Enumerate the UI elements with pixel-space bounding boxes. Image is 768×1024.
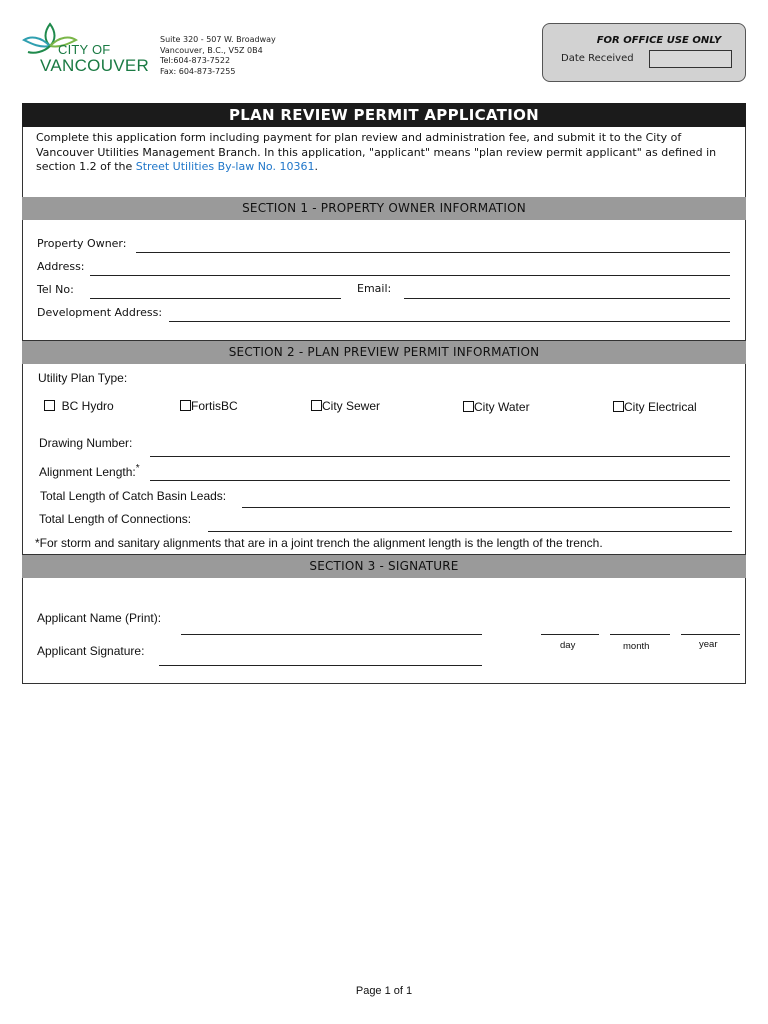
checkbox-box[interactable]: [613, 401, 624, 412]
address-line: Tel:604-873-7522: [160, 56, 231, 65]
bylaw-link[interactable]: Street Utilities By-law No. 10361: [135, 160, 315, 173]
day-field[interactable]: [541, 634, 599, 635]
development-address-field[interactable]: [169, 321, 730, 322]
alignment-footnote: *For storm and sanitary alignments that are in a joint trench the alignment length is the length of the trench.: [35, 536, 603, 550]
checkbox-bc-hydro[interactable]: [44, 399, 114, 413]
form-frame: [22, 103, 746, 684]
intro-text: Complete this application form including payment for plan review and administration fee, and submit it to the City of Vancouver Utilities Management Branch. In this application, "applicant" means "plan review permit applicant" as defined in section 1.2 of the: [36, 131, 717, 173]
intro-paragraph: [36, 131, 736, 175]
office-use-box: [542, 23, 746, 82]
connections-label: Total Length of Connections:: [39, 512, 192, 526]
year-label: year: [699, 639, 718, 650]
form-title: PLAN REVIEW PERMIT APPLICATION: [22, 103, 746, 127]
applicant-name-field[interactable]: [181, 634, 482, 635]
address-line: Vancouver, B.C., V5Z 0B4: [160, 45, 263, 55]
alignment-length-text: Alignment Length:: [39, 465, 136, 479]
checkbox-city-sewer[interactable]: [311, 399, 380, 413]
city-logo: [20, 22, 150, 78]
office-use-title: FOR OFFICE USE ONLY: [596, 35, 722, 46]
property-owner-field[interactable]: [136, 252, 730, 253]
tel-field[interactable]: [90, 298, 341, 299]
alignment-length-field[interactable]: [150, 480, 730, 481]
catch-basin-label: Total Length of Catch Basin Leads:: [40, 489, 227, 503]
email-label: Email:: [357, 282, 392, 295]
checkbox-box[interactable]: [44, 400, 55, 411]
tel-label: Tel No:: [37, 283, 74, 296]
month-field[interactable]: [610, 634, 670, 635]
checkbox-fortisbc[interactable]: [180, 399, 238, 413]
checkbox-city-electrical[interactable]: [613, 400, 697, 414]
email-field[interactable]: [404, 298, 730, 299]
applicant-signature-label: Applicant Signature:: [37, 644, 145, 658]
section2-header: SECTION 2 - PLAN PREVIEW PERMIT INFORMATION: [22, 341, 746, 364]
page-number: Page 1 of 1: [355, 985, 413, 997]
applicant-name-label: Applicant Name (Print):: [37, 611, 162, 625]
catch-basin-field[interactable]: [242, 507, 730, 508]
checkbox-label: City Electrical: [624, 400, 697, 414]
section1-header: SECTION 1 - PROPERTY OWNER INFORMATION: [22, 197, 746, 220]
office-address: [160, 35, 276, 77]
logo-vancouver-text: VANCOUVER: [40, 56, 150, 75]
utility-plan-type-label: Utility Plan Type:: [38, 371, 128, 385]
alignment-length-label: [39, 463, 140, 479]
checkbox-label: City Sewer: [322, 399, 381, 413]
address-line: Fax: 604-873-7255: [160, 66, 236, 76]
date-received-field[interactable]: [649, 50, 732, 68]
intro-end: .: [314, 160, 318, 173]
month-label: month: [623, 641, 650, 652]
development-address-label: Development Address:: [37, 306, 163, 319]
checkbox-label: FortisBC: [191, 399, 238, 413]
year-field[interactable]: [681, 634, 740, 635]
drawing-number-label: Drawing Number:: [39, 436, 133, 450]
alignment-asterisk: *: [135, 463, 140, 474]
checkbox-label: City Water: [474, 400, 530, 414]
date-received-label: Date Received: [561, 53, 634, 64]
day-label: day: [560, 640, 576, 651]
checkbox-label: BC Hydro: [61, 399, 114, 413]
logo-city-text: CITY OF: [58, 42, 111, 57]
checkbox-box[interactable]: [180, 400, 191, 411]
address-line: Suite 320 - 507 W. Broadway: [160, 35, 276, 44]
drawing-number-field[interactable]: [150, 456, 730, 457]
connections-field[interactable]: [208, 531, 732, 532]
address-field[interactable]: [90, 275, 730, 276]
property-owner-label: Property Owner:: [37, 237, 127, 250]
section3-header: SECTION 3 - SIGNATURE: [22, 555, 746, 578]
checkbox-box[interactable]: [463, 401, 474, 412]
applicant-signature-field[interactable]: [159, 665, 482, 666]
checkbox-city-water[interactable]: [463, 400, 530, 414]
address-label: Address:: [37, 260, 85, 273]
checkbox-box[interactable]: [311, 400, 322, 411]
